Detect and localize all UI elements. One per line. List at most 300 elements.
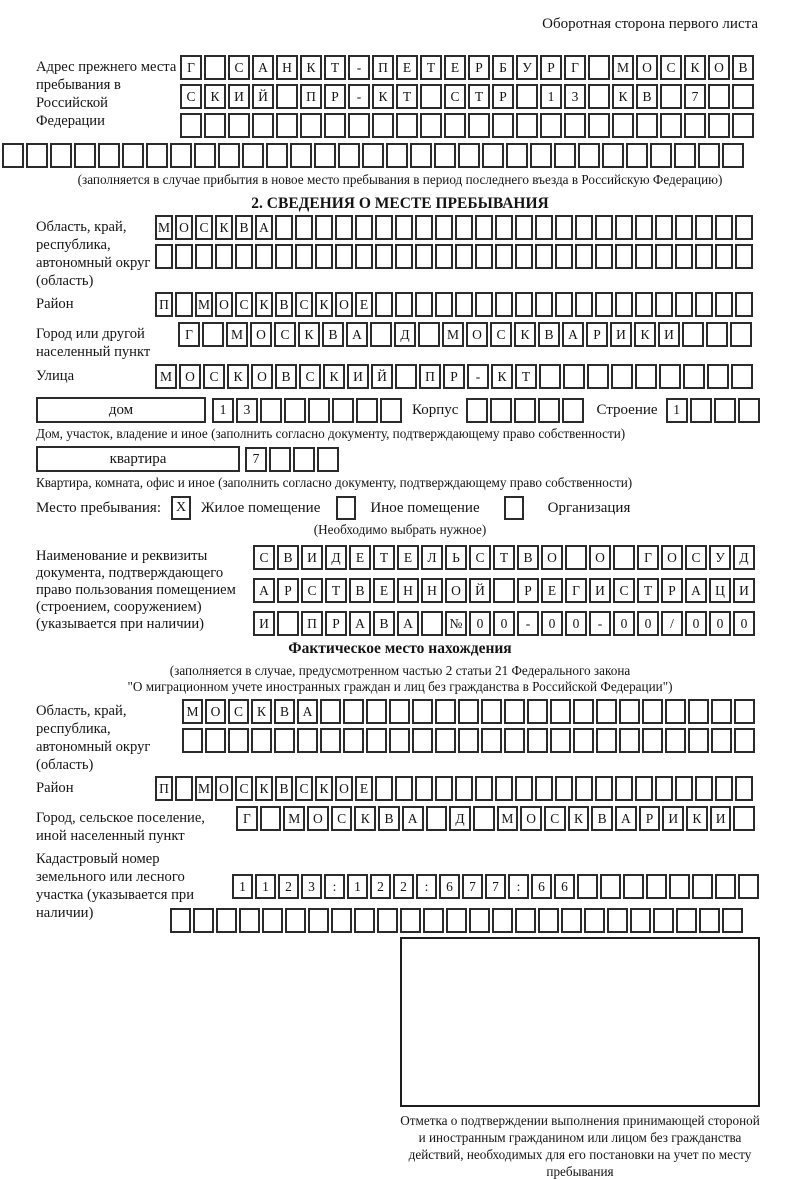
char-cell[interactable] xyxy=(555,776,573,801)
char-cell[interactable] xyxy=(684,113,706,138)
char-cell[interactable] xyxy=(690,398,712,423)
char-cell[interactable]: Д xyxy=(449,806,471,831)
char-cell[interactable] xyxy=(308,398,330,423)
char-cell[interactable]: Й xyxy=(252,84,274,109)
char-cell[interactable]: Е xyxy=(444,55,466,80)
char-cell[interactable]: Е xyxy=(397,545,419,570)
char-cell[interactable]: 1 xyxy=(232,874,253,899)
char-cell[interactable] xyxy=(475,215,493,240)
char-cell[interactable]: Р xyxy=(277,578,299,603)
other-premises-checkbox[interactable] xyxy=(336,496,356,520)
char-cell[interactable]: С xyxy=(660,55,682,80)
char-cell[interactable] xyxy=(682,322,704,347)
char-cell[interactable] xyxy=(455,215,473,240)
char-cell[interactable]: А xyxy=(349,611,371,636)
char-cell[interactable]: 0 xyxy=(469,611,491,636)
char-cell[interactable] xyxy=(600,874,621,899)
char-cell[interactable] xyxy=(611,364,633,389)
char-cell[interactable] xyxy=(515,244,533,269)
char-cell[interactable]: С xyxy=(295,776,313,801)
char-cell[interactable] xyxy=(635,364,657,389)
char-cell[interactable]: У xyxy=(516,55,538,80)
char-cell[interactable] xyxy=(297,728,318,753)
char-cell[interactable] xyxy=(435,699,456,724)
char-cell[interactable]: Р xyxy=(325,611,347,636)
char-cell[interactable] xyxy=(722,908,743,933)
char-cell[interactable]: Г xyxy=(236,806,258,831)
char-cell[interactable] xyxy=(595,292,613,317)
char-cell[interactable] xyxy=(540,113,562,138)
char-cell[interactable] xyxy=(300,113,322,138)
char-cell[interactable] xyxy=(415,215,433,240)
char-cell[interactable]: К xyxy=(491,364,513,389)
char-cell[interactable] xyxy=(490,398,512,423)
char-cell[interactable] xyxy=(338,143,360,168)
char-cell[interactable]: И xyxy=(658,322,680,347)
char-cell[interactable]: / xyxy=(661,611,683,636)
char-cell[interactable]: 7 xyxy=(462,874,483,899)
char-cell[interactable] xyxy=(515,908,536,933)
char-cell[interactable] xyxy=(194,143,216,168)
char-cell[interactable]: 0 xyxy=(685,611,707,636)
char-cell[interactable]: К xyxy=(255,292,273,317)
char-cell[interactable]: В xyxy=(322,322,344,347)
char-cell[interactable]: 6 xyxy=(439,874,460,899)
char-cell[interactable] xyxy=(180,113,202,138)
char-cell[interactable] xyxy=(458,143,480,168)
char-cell[interactable] xyxy=(410,143,432,168)
char-cell[interactable]: И xyxy=(347,364,369,389)
char-cell[interactable]: С xyxy=(295,292,313,317)
char-cell[interactable]: О xyxy=(215,776,233,801)
char-cell[interactable] xyxy=(395,776,413,801)
char-cell[interactable] xyxy=(266,143,288,168)
char-cell[interactable] xyxy=(630,908,651,933)
char-cell[interactable] xyxy=(708,113,730,138)
char-cell[interactable] xyxy=(475,292,493,317)
char-cell[interactable] xyxy=(577,874,598,899)
char-cell[interactable]: А xyxy=(562,322,584,347)
char-cell[interactable] xyxy=(435,776,453,801)
char-cell[interactable]: С xyxy=(301,578,323,603)
char-cell[interactable]: В xyxy=(591,806,613,831)
char-cell[interactable] xyxy=(320,728,341,753)
char-cell[interactable]: 2 xyxy=(278,874,299,899)
char-cell[interactable] xyxy=(315,244,333,269)
char-cell[interactable] xyxy=(175,776,193,801)
char-cell[interactable] xyxy=(615,244,633,269)
char-cell[interactable] xyxy=(675,292,693,317)
char-cell[interactable]: Т xyxy=(637,578,659,603)
char-cell[interactable] xyxy=(395,215,413,240)
char-cell[interactable] xyxy=(675,215,693,240)
char-cell[interactable] xyxy=(481,728,502,753)
char-cell[interactable] xyxy=(362,143,384,168)
char-cell[interactable] xyxy=(421,611,443,636)
char-cell[interactable] xyxy=(434,143,456,168)
char-cell[interactable] xyxy=(660,113,682,138)
char-cell[interactable] xyxy=(733,806,755,831)
char-cell[interactable] xyxy=(732,113,754,138)
char-cell[interactable] xyxy=(554,143,576,168)
char-cell[interactable]: К xyxy=(514,322,536,347)
char-cell[interactable] xyxy=(642,699,663,724)
char-cell[interactable] xyxy=(676,908,697,933)
char-cell[interactable] xyxy=(731,364,753,389)
char-cell[interactable] xyxy=(366,699,387,724)
char-cell[interactable]: Д xyxy=(394,322,416,347)
char-cell[interactable] xyxy=(355,244,373,269)
char-cell[interactable] xyxy=(623,874,644,899)
char-cell[interactable]: К xyxy=(204,84,226,109)
char-cell[interactable] xyxy=(255,244,273,269)
char-cell[interactable]: С xyxy=(180,84,202,109)
char-cell[interactable]: С xyxy=(544,806,566,831)
char-cell[interactable] xyxy=(380,398,402,423)
char-cell[interactable]: 3 xyxy=(301,874,322,899)
char-cell[interactable] xyxy=(475,244,493,269)
char-cell[interactable]: : xyxy=(508,874,529,899)
char-cell[interactable]: 1 xyxy=(666,398,688,423)
char-cell[interactable] xyxy=(228,113,250,138)
char-cell[interactable] xyxy=(331,908,352,933)
char-cell[interactable] xyxy=(530,143,552,168)
char-cell[interactable] xyxy=(688,699,709,724)
char-cell[interactable]: М xyxy=(497,806,519,831)
char-cell[interactable] xyxy=(695,244,713,269)
char-cell[interactable] xyxy=(707,364,729,389)
char-cell[interactable]: 7 xyxy=(684,84,706,109)
char-cell[interactable] xyxy=(468,113,490,138)
char-cell[interactable] xyxy=(481,699,502,724)
char-cell[interactable]: 1 xyxy=(347,874,368,899)
char-cell[interactable] xyxy=(412,699,433,724)
char-cell[interactable]: И xyxy=(301,545,323,570)
char-cell[interactable] xyxy=(242,143,264,168)
char-cell[interactable] xyxy=(675,776,693,801)
char-cell[interactable] xyxy=(293,447,315,472)
char-cell[interactable] xyxy=(395,244,413,269)
char-cell[interactable] xyxy=(516,84,538,109)
char-cell[interactable] xyxy=(539,364,561,389)
char-cell[interactable] xyxy=(515,292,533,317)
char-cell[interactable] xyxy=(435,244,453,269)
char-cell[interactable]: О xyxy=(335,776,353,801)
char-cell[interactable] xyxy=(527,728,548,753)
char-cell[interactable]: У xyxy=(709,545,731,570)
char-cell[interactable] xyxy=(492,113,514,138)
char-cell[interactable]: 3 xyxy=(564,84,586,109)
char-cell[interactable]: О xyxy=(708,55,730,80)
char-cell[interactable]: В xyxy=(274,699,295,724)
char-cell[interactable] xyxy=(466,398,488,423)
char-cell[interactable] xyxy=(26,143,48,168)
char-cell[interactable] xyxy=(688,728,709,753)
char-cell[interactable]: 7 xyxy=(485,874,506,899)
char-cell[interactable]: 0 xyxy=(733,611,755,636)
char-cell[interactable] xyxy=(74,143,96,168)
char-cell[interactable] xyxy=(642,728,663,753)
char-cell[interactable] xyxy=(170,143,192,168)
char-cell[interactable] xyxy=(262,908,283,933)
char-cell[interactable] xyxy=(317,447,339,472)
char-cell[interactable]: 0 xyxy=(613,611,635,636)
char-cell[interactable] xyxy=(665,728,686,753)
char-cell[interactable] xyxy=(655,776,673,801)
char-cell[interactable] xyxy=(573,699,594,724)
char-cell[interactable]: 3 xyxy=(236,398,258,423)
char-cell[interactable] xyxy=(356,398,378,423)
char-cell[interactable] xyxy=(504,699,525,724)
char-cell[interactable]: С xyxy=(195,215,213,240)
char-cell[interactable]: В xyxy=(732,55,754,80)
char-cell[interactable]: С xyxy=(253,545,275,570)
char-cell[interactable]: М xyxy=(442,322,464,347)
char-cell[interactable]: С xyxy=(235,292,253,317)
char-cell[interactable] xyxy=(275,244,293,269)
char-cell[interactable] xyxy=(269,447,291,472)
char-cell[interactable]: Ь xyxy=(445,545,467,570)
char-cell[interactable] xyxy=(284,398,306,423)
char-cell[interactable] xyxy=(314,143,336,168)
char-cell[interactable]: П xyxy=(155,292,173,317)
char-cell[interactable] xyxy=(395,364,417,389)
char-cell[interactable] xyxy=(324,113,346,138)
char-cell[interactable] xyxy=(455,776,473,801)
char-cell[interactable] xyxy=(343,728,364,753)
char-cell[interactable] xyxy=(495,244,513,269)
char-cell[interactable] xyxy=(735,244,753,269)
char-cell[interactable]: И xyxy=(610,322,632,347)
char-cell[interactable]: Р xyxy=(661,578,683,603)
char-cell[interactable] xyxy=(715,776,733,801)
char-cell[interactable]: - xyxy=(589,611,611,636)
char-cell[interactable] xyxy=(348,113,370,138)
char-cell[interactable]: 2 xyxy=(370,874,391,899)
char-cell[interactable] xyxy=(595,244,613,269)
char-cell[interactable] xyxy=(588,55,610,80)
char-cell[interactable] xyxy=(2,143,24,168)
char-cell[interactable] xyxy=(722,143,744,168)
char-cell[interactable]: А xyxy=(685,578,707,603)
char-cell[interactable] xyxy=(675,244,693,269)
char-cell[interactable] xyxy=(458,699,479,724)
char-cell[interactable] xyxy=(50,143,72,168)
char-cell[interactable]: С xyxy=(469,545,491,570)
char-cell[interactable]: В xyxy=(277,545,299,570)
char-cell[interactable] xyxy=(655,292,673,317)
char-cell[interactable]: П xyxy=(300,84,322,109)
char-cell[interactable] xyxy=(455,292,473,317)
char-cell[interactable]: В xyxy=(636,84,658,109)
char-cell[interactable] xyxy=(555,292,573,317)
char-cell[interactable] xyxy=(636,113,658,138)
char-cell[interactable]: К xyxy=(315,776,333,801)
char-cell[interactable] xyxy=(514,398,536,423)
char-cell[interactable]: К xyxy=(300,55,322,80)
char-cell[interactable]: М xyxy=(283,806,305,831)
char-cell[interactable] xyxy=(204,113,226,138)
char-cell[interactable] xyxy=(386,143,408,168)
char-cell[interactable]: 1 xyxy=(255,874,276,899)
char-cell[interactable] xyxy=(475,776,493,801)
char-cell[interactable]: О xyxy=(520,806,542,831)
char-cell[interactable] xyxy=(182,728,203,753)
char-cell[interactable]: К xyxy=(323,364,345,389)
char-cell[interactable] xyxy=(495,215,513,240)
char-cell[interactable] xyxy=(239,908,260,933)
char-cell[interactable] xyxy=(420,84,442,109)
char-cell[interactable] xyxy=(444,113,466,138)
char-cell[interactable] xyxy=(575,292,593,317)
char-cell[interactable]: С xyxy=(613,578,635,603)
char-cell[interactable] xyxy=(400,908,421,933)
char-cell[interactable] xyxy=(495,292,513,317)
char-cell[interactable] xyxy=(275,215,293,240)
char-cell[interactable]: - xyxy=(467,364,489,389)
char-cell[interactable] xyxy=(650,143,672,168)
char-cell[interactable]: Д xyxy=(733,545,755,570)
char-cell[interactable]: А xyxy=(253,578,275,603)
char-cell[interactable]: С xyxy=(228,55,250,80)
char-cell[interactable] xyxy=(389,699,410,724)
char-cell[interactable] xyxy=(122,143,144,168)
char-cell[interactable] xyxy=(375,292,393,317)
char-cell[interactable] xyxy=(276,113,298,138)
char-cell[interactable] xyxy=(715,292,733,317)
char-cell[interactable]: О xyxy=(541,545,563,570)
char-cell[interactable] xyxy=(706,322,728,347)
residential-checkbox[interactable]: X xyxy=(171,496,191,520)
char-cell[interactable] xyxy=(695,292,713,317)
char-cell[interactable]: Е xyxy=(349,545,371,570)
char-cell[interactable] xyxy=(732,84,754,109)
char-cell[interactable] xyxy=(492,908,513,933)
char-cell[interactable]: Р xyxy=(443,364,465,389)
char-cell[interactable] xyxy=(563,364,585,389)
char-cell[interactable]: К xyxy=(372,84,394,109)
char-cell[interactable] xyxy=(516,113,538,138)
char-cell[interactable] xyxy=(504,728,525,753)
char-cell[interactable] xyxy=(555,244,573,269)
char-cell[interactable]: С xyxy=(274,322,296,347)
char-cell[interactable] xyxy=(343,699,364,724)
char-cell[interactable] xyxy=(260,398,282,423)
char-cell[interactable]: О xyxy=(250,322,272,347)
char-cell[interactable]: 7 xyxy=(245,447,267,472)
char-cell[interactable]: : xyxy=(416,874,437,899)
char-cell[interactable]: О xyxy=(215,292,233,317)
char-cell[interactable] xyxy=(538,398,560,423)
char-cell[interactable]: 1 xyxy=(212,398,234,423)
char-cell[interactable]: - xyxy=(348,55,370,80)
char-cell[interactable]: И xyxy=(589,578,611,603)
char-cell[interactable] xyxy=(715,874,736,899)
char-cell[interactable]: О xyxy=(589,545,611,570)
char-cell[interactable] xyxy=(235,244,253,269)
char-cell[interactable]: Г xyxy=(180,55,202,80)
char-cell[interactable] xyxy=(396,113,418,138)
char-cell[interactable]: В xyxy=(378,806,400,831)
char-cell[interactable] xyxy=(714,398,736,423)
char-cell[interactable]: М xyxy=(226,322,248,347)
char-cell[interactable] xyxy=(674,143,696,168)
char-cell[interactable]: Р xyxy=(540,55,562,80)
char-cell[interactable] xyxy=(218,143,240,168)
char-cell[interactable] xyxy=(175,244,193,269)
char-cell[interactable] xyxy=(695,776,713,801)
char-cell[interactable] xyxy=(375,776,393,801)
char-cell[interactable]: О xyxy=(205,699,226,724)
char-cell[interactable]: 2 xyxy=(393,874,414,899)
char-cell[interactable]: Т xyxy=(493,545,515,570)
char-cell[interactable] xyxy=(615,292,633,317)
char-cell[interactable]: М xyxy=(612,55,634,80)
char-cell[interactable]: К xyxy=(227,364,249,389)
char-cell[interactable] xyxy=(619,728,640,753)
char-cell[interactable]: О xyxy=(251,364,273,389)
char-cell[interactable] xyxy=(561,908,582,933)
char-cell[interactable] xyxy=(550,728,571,753)
char-cell[interactable] xyxy=(575,244,593,269)
char-cell[interactable]: В xyxy=(517,545,539,570)
char-cell[interactable] xyxy=(619,699,640,724)
char-cell[interactable] xyxy=(252,113,274,138)
char-cell[interactable] xyxy=(195,244,213,269)
char-cell[interactable] xyxy=(335,244,353,269)
char-cell[interactable] xyxy=(295,215,313,240)
char-cell[interactable]: К xyxy=(215,215,233,240)
char-cell[interactable] xyxy=(389,728,410,753)
char-cell[interactable] xyxy=(665,699,686,724)
char-cell[interactable] xyxy=(170,908,191,933)
char-cell[interactable] xyxy=(635,244,653,269)
char-cell[interactable]: К xyxy=(686,806,708,831)
char-cell[interactable]: Т xyxy=(373,545,395,570)
char-cell[interactable]: В xyxy=(275,292,293,317)
char-cell[interactable] xyxy=(538,908,559,933)
char-cell[interactable]: К xyxy=(634,322,656,347)
char-cell[interactable]: 6 xyxy=(554,874,575,899)
char-cell[interactable] xyxy=(204,55,226,80)
char-cell[interactable]: К xyxy=(684,55,706,80)
char-cell[interactable] xyxy=(562,398,584,423)
char-cell[interactable] xyxy=(653,908,674,933)
char-cell[interactable]: - xyxy=(348,84,370,109)
char-cell[interactable]: 0 xyxy=(541,611,563,636)
char-cell[interactable] xyxy=(202,322,224,347)
char-cell[interactable]: К xyxy=(568,806,590,831)
char-cell[interactable] xyxy=(372,113,394,138)
char-cell[interactable] xyxy=(473,806,495,831)
char-cell[interactable] xyxy=(615,776,633,801)
char-cell[interactable] xyxy=(495,776,513,801)
char-cell[interactable] xyxy=(555,215,573,240)
char-cell[interactable]: К xyxy=(255,776,273,801)
char-cell[interactable] xyxy=(260,806,282,831)
char-cell[interactable] xyxy=(698,143,720,168)
char-cell[interactable] xyxy=(308,908,329,933)
char-cell[interactable]: О xyxy=(179,364,201,389)
char-cell[interactable]: Б xyxy=(492,55,514,80)
char-cell[interactable] xyxy=(565,545,587,570)
char-cell[interactable]: 0 xyxy=(565,611,587,636)
char-cell[interactable]: В xyxy=(349,578,371,603)
char-cell[interactable] xyxy=(715,244,733,269)
char-cell[interactable] xyxy=(708,84,730,109)
char-cell[interactable] xyxy=(692,874,713,899)
char-cell[interactable] xyxy=(588,113,610,138)
